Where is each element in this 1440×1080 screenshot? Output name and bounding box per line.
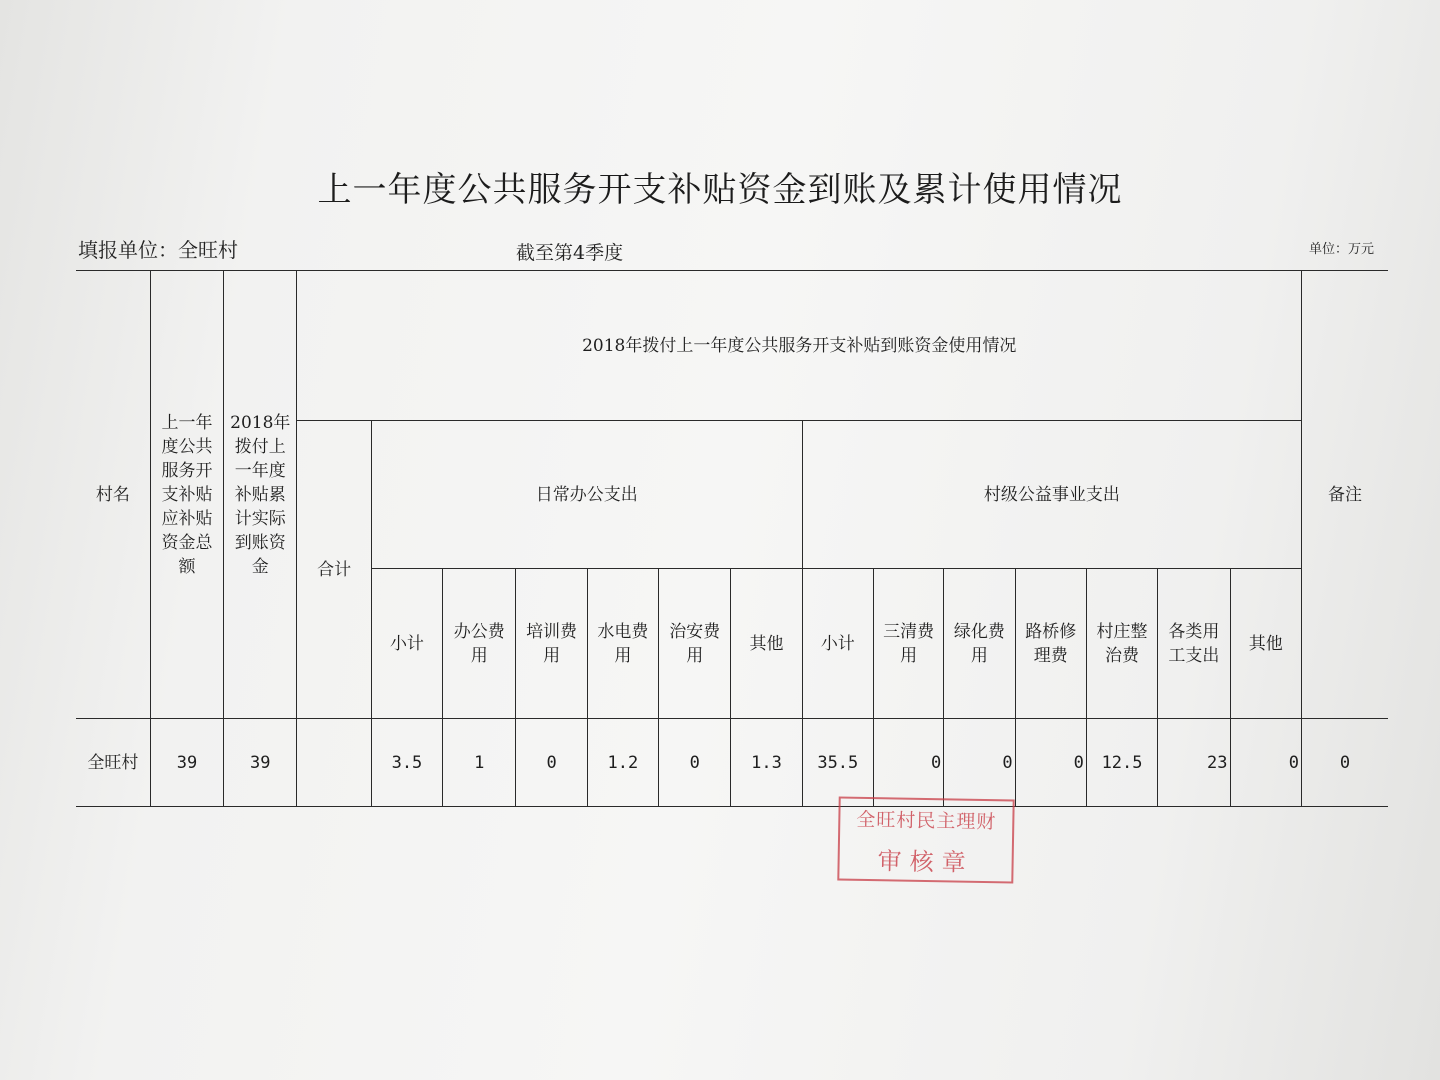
cell-remarks: 0 — [1302, 719, 1389, 807]
currency-unit: 单位：万元 — [1308, 242, 1374, 257]
header-welfare-subtotal: 小计 — [802, 569, 873, 719]
header-sanqing: 三清费用 — [873, 569, 943, 719]
cell-office-other: 1.3 — [731, 719, 802, 807]
cell-village-renovation: 12.5 — [1086, 719, 1157, 807]
cell-welfare-other: 0 — [1230, 719, 1301, 807]
cell-training: 0 — [516, 719, 587, 807]
cell-utilities: 1.2 — [587, 719, 658, 807]
header-security: 治安费用 — [659, 569, 731, 719]
cell-labor: 23 — [1158, 719, 1230, 807]
header-village-welfare: 村级公益事业支出 — [802, 421, 1301, 569]
cell-received-total: 39 — [224, 719, 297, 807]
funds-table — [76, 270, 1388, 807]
cell-sum — [297, 719, 371, 807]
header-utilities: 水电费用 — [587, 569, 658, 719]
stamp-line-1: 全旺村民主理财 — [856, 808, 997, 834]
header-due-total: 上一年度公共服务开支补贴应补贴资金总额 — [150, 271, 223, 719]
cell-due-total: 39 — [150, 719, 223, 807]
header-daily-office: 日常办公支出 — [371, 421, 802, 569]
cell-welfare-subtotal: 35.5 — [802, 719, 873, 807]
cell-office-subtotal: 3.5 — [371, 719, 442, 807]
cell-sanqing: 0 — [873, 719, 943, 807]
header-usage-title: 2018年拨付上一年度公共服务开支补贴到账资金使用情况 — [297, 271, 1302, 421]
header-sum: 合计 — [297, 421, 371, 719]
cell-village: 全旺村 — [76, 719, 150, 807]
header-road-bridge: 路桥修理费 — [1015, 569, 1086, 719]
header-office-other: 其他 — [731, 569, 802, 719]
header-village-renovation: 村庄整治费 — [1086, 569, 1157, 719]
header-welfare-other: 其他 — [1230, 569, 1301, 719]
header-office-subtotal: 小计 — [371, 569, 442, 719]
header-training: 培训费用 — [516, 569, 587, 719]
header-village: 村名 — [76, 271, 150, 719]
header-received-total: 2018年拨付上一年度补贴累计实际到账资金 — [224, 271, 297, 719]
document-title: 上一年度公共服务开支补贴资金到账及累计使用情况 — [317, 170, 1123, 210]
report-period: 截至第4季度 — [516, 242, 624, 264]
header-greening: 绿化费用 — [944, 569, 1015, 719]
cell-office-fee: 1 — [443, 719, 516, 807]
cell-road-bridge: 0 — [1015, 719, 1086, 807]
fill-unit: 填报单位：全旺村 — [78, 238, 238, 262]
cell-greening: 0 — [944, 719, 1015, 807]
header-remarks: 备注 — [1302, 271, 1389, 719]
audit-stamp — [837, 796, 1014, 883]
cell-security: 0 — [659, 719, 731, 807]
header-office-fee: 办公费用 — [443, 569, 516, 719]
table-row — [76, 719, 1388, 807]
stamp-line-2: 审核章 — [877, 847, 974, 877]
header-labor: 各类用工支出 — [1158, 569, 1230, 719]
